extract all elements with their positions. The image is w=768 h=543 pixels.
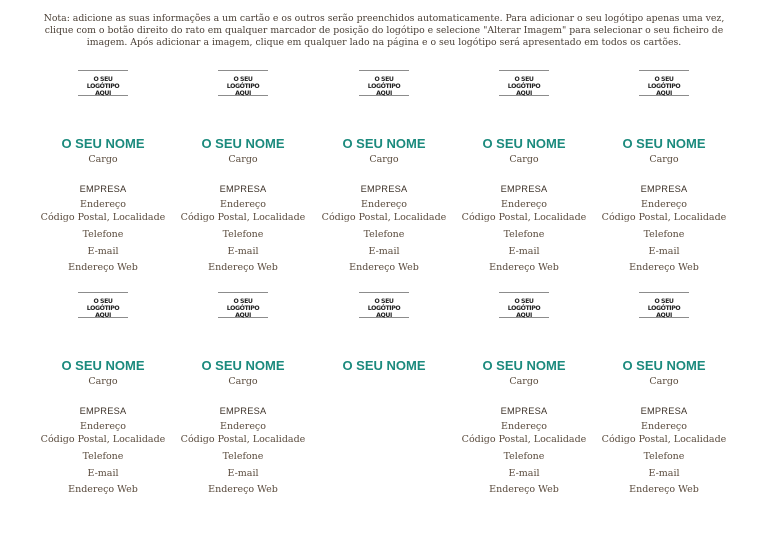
card-title[interactable]: Cargo: [88, 154, 118, 165]
card-email[interactable]: E-mail: [87, 246, 119, 257]
logo-text: O SEU LOGÓTIPO: [507, 76, 541, 90]
card-email[interactable]: E-mail: [227, 468, 259, 479]
business-card[interactable]: [319, 292, 449, 497]
card-address[interactable]: Endereço: [501, 421, 547, 432]
card-title[interactable]: Cargo: [649, 376, 679, 387]
business-card[interactable]: [319, 70, 449, 275]
business-card[interactable]: [178, 70, 308, 275]
card-phone[interactable]: Telefone: [643, 451, 685, 462]
logo-text: AQUI: [95, 312, 111, 319]
card-phone[interactable]: Telefone: [363, 229, 405, 240]
card-phone[interactable]: Telefone: [503, 451, 545, 462]
card-email[interactable]: E-mail: [87, 468, 119, 479]
card-company[interactable]: EMPRESA: [219, 184, 267, 194]
card-title[interactable]: Cargo: [509, 154, 539, 165]
card-city[interactable]: Código Postal, Localidade: [321, 212, 447, 223]
card-address[interactable]: Endereço: [361, 199, 407, 210]
logo-placeholder[interactable]: [639, 70, 689, 96]
card-address[interactable]: Endereço: [220, 421, 266, 432]
logo-placeholder[interactable]: [218, 292, 268, 318]
business-card[interactable]: [38, 292, 168, 497]
card-name[interactable]: O SEU NOME: [342, 358, 426, 373]
logo-text: O SEU LOGÓTIPO: [507, 298, 541, 312]
logo-placeholder[interactable]: [639, 292, 689, 318]
card-address[interactable]: Endereço: [220, 199, 266, 210]
logo-text: O SEU LOGÓTIPO: [86, 298, 120, 312]
card-name[interactable]: O SEU NOME: [482, 358, 566, 373]
card-phone[interactable]: Telefone: [82, 451, 124, 462]
instruction-note: Nota: adicione as suas informações a um cartão e os outros serão preenchidos automaticamente. Para adicionar o seu logótipo apenas uma vez, clique com o botão direito do rato em qualquer marcador de posição do logótipo e selecione "Alterar Imagem" para selecionar o seu ficheiro de imagem. Após adicionar a imagem, clique em qualquer lado na página e o seu logótipo será apresentado em todos os cartões.: [43, 13, 725, 49]
card-address[interactable]: Endereço: [80, 421, 126, 432]
card-web[interactable]: Endereço Web: [68, 262, 138, 273]
logo-placeholder[interactable]: [499, 70, 549, 96]
card-phone[interactable]: Telefone: [643, 229, 685, 240]
card-title[interactable]: Cargo: [369, 154, 399, 165]
logo-placeholder[interactable]: [218, 70, 268, 96]
logo-text: O SEU LOGÓTIPO: [226, 76, 260, 90]
logo-text: AQUI: [656, 90, 672, 97]
card-name[interactable]: O SEU NOME: [201, 136, 285, 151]
logo-text: AQUI: [235, 90, 251, 97]
card-city[interactable]: Código Postal, Localidade: [461, 212, 587, 223]
logo-text: O SEU LOGÓTIPO: [226, 298, 260, 312]
card-company[interactable]: EMPRESA: [79, 184, 127, 194]
card-phone[interactable]: Telefone: [222, 229, 264, 240]
card-address[interactable]: Endereço: [641, 421, 687, 432]
card-web[interactable]: Endereço Web: [68, 484, 138, 495]
card-web[interactable]: Endereço Web: [208, 484, 278, 495]
card-email[interactable]: E-mail: [648, 468, 680, 479]
logo-text: AQUI: [656, 312, 672, 319]
logo-text: AQUI: [516, 312, 532, 319]
card-title[interactable]: Cargo: [228, 154, 258, 165]
card-phone[interactable]: Telefone: [503, 229, 545, 240]
card-company[interactable]: EMPRESA: [640, 406, 688, 416]
logo-placeholder[interactable]: [78, 292, 128, 318]
card-company[interactable]: EMPRESA: [360, 184, 408, 194]
card-name[interactable]: O SEU NOME: [342, 136, 426, 151]
card-name[interactable]: O SEU NOME: [61, 358, 145, 373]
card-city[interactable]: Código Postal, Localidade: [180, 434, 306, 445]
card-company[interactable]: EMPRESA: [500, 406, 548, 416]
card-city[interactable]: Código Postal, Localidade: [461, 434, 587, 445]
card-email[interactable]: E-mail: [368, 246, 400, 257]
business-card[interactable]: [459, 70, 589, 275]
card-email[interactable]: E-mail: [508, 246, 540, 257]
card-web[interactable]: Endereço Web: [489, 262, 559, 273]
card-web[interactable]: Endereço Web: [349, 262, 419, 273]
card-name[interactable]: O SEU NOME: [61, 136, 145, 151]
card-name[interactable]: O SEU NOME: [622, 358, 706, 373]
business-card[interactable]: [599, 292, 729, 497]
card-city[interactable]: Código Postal, Localidade: [40, 212, 166, 223]
card-city[interactable]: Código Postal, Localidade: [180, 212, 306, 223]
card-address[interactable]: Endereço: [501, 199, 547, 210]
card-name[interactable]: O SEU NOME: [482, 136, 566, 151]
card-title[interactable]: Cargo: [649, 154, 679, 165]
business-card[interactable]: [178, 292, 308, 497]
card-city[interactable]: Código Postal, Localidade: [601, 434, 727, 445]
card-title[interactable]: Cargo: [228, 376, 258, 387]
business-card[interactable]: [459, 292, 589, 497]
card-company[interactable]: EMPRESA: [219, 406, 267, 416]
logo-text: AQUI: [516, 90, 532, 97]
card-city[interactable]: Código Postal, Localidade: [40, 434, 166, 445]
logo-text: AQUI: [235, 312, 251, 319]
logo-placeholder[interactable]: [359, 70, 409, 96]
card-email[interactable]: E-mail: [508, 468, 540, 479]
logo-text: AQUI: [376, 90, 392, 97]
card-web[interactable]: Endereço Web: [489, 484, 559, 495]
logo-text: O SEU LOGÓTIPO: [367, 298, 401, 312]
card-email[interactable]: E-mail: [648, 246, 680, 257]
card-title[interactable]: Cargo: [88, 376, 118, 387]
card-address[interactable]: Endereço: [641, 199, 687, 210]
card-name[interactable]: O SEU NOME: [622, 136, 706, 151]
logo-text: O SEU LOGÓTIPO: [367, 76, 401, 90]
logo-text: O SEU LOGÓTIPO: [86, 76, 120, 90]
logo-placeholder[interactable]: [499, 292, 549, 318]
logo-text: O SEU LOGÓTIPO: [647, 76, 681, 90]
card-phone[interactable]: Telefone: [222, 451, 264, 462]
card-address[interactable]: Endereço: [80, 199, 126, 210]
logo-placeholder[interactable]: [78, 70, 128, 96]
card-name[interactable]: O SEU NOME: [201, 358, 285, 373]
card-city[interactable]: Código Postal, Localidade: [601, 212, 727, 223]
card-company[interactable]: EMPRESA: [500, 184, 548, 194]
card-company[interactable]: EMPRESA: [79, 406, 127, 416]
logo-text: AQUI: [376, 312, 392, 319]
card-phone[interactable]: Telefone: [82, 229, 124, 240]
logo-placeholder[interactable]: [359, 292, 409, 318]
business-card[interactable]: [599, 70, 729, 275]
business-card[interactable]: [38, 70, 168, 275]
card-web[interactable]: Endereço Web: [629, 484, 699, 495]
logo-text: O SEU LOGÓTIPO: [647, 298, 681, 312]
logo-text: AQUI: [95, 90, 111, 97]
card-web[interactable]: Endereço Web: [629, 262, 699, 273]
card-web[interactable]: Endereço Web: [208, 262, 278, 273]
card-email[interactable]: E-mail: [227, 246, 259, 257]
card-company[interactable]: EMPRESA: [640, 184, 688, 194]
card-title[interactable]: Cargo: [509, 376, 539, 387]
